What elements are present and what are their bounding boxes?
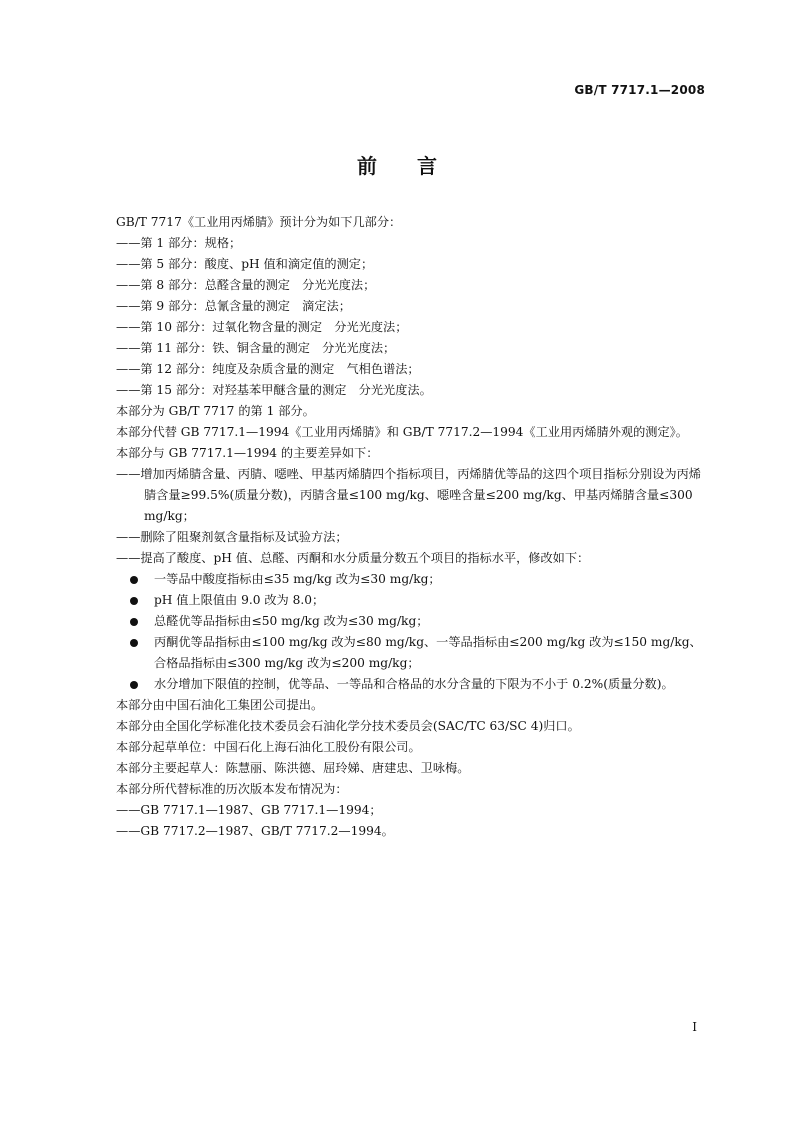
part-item: ——第 8 部分：总醛含量的测定 分光光度法； xyxy=(116,278,376,292)
bullet-dot-icon xyxy=(130,576,138,584)
part-item: ——第 15 部分：对羟基苯甲醚含量的测定 分光光度法。 xyxy=(116,383,432,397)
bullet-text: 总醛优等品指标由≤50 mg/kg 改为≤30 mg/kg； xyxy=(154,614,429,628)
bullet-dot-icon xyxy=(130,618,138,626)
intro-paragraph: GB/T 7717《工业用丙烯腈》预计分为如下几部分： xyxy=(116,215,402,229)
proposed-paragraph: 本部分由中国石油化工集团公司提出。 xyxy=(116,698,324,712)
drafting-unit-paragraph: 本部分起草单位：中国石化上海石油化工股份有限公司。 xyxy=(116,740,421,754)
part-item: ——第 12 部分：纯度及杂质含量的测定 气相色谱法； xyxy=(116,362,420,376)
history-item: ——GB 7717.2—1987、GB/T 7717.2—1994。 xyxy=(116,824,394,838)
replaces-paragraph: 本部分代替 GB 7717.1—1994《工业用丙烯腈》和 GB/T 7717.2—1994《工业用丙烯腈外观的测定》。 xyxy=(116,425,688,439)
bullet-item xyxy=(90,632,706,674)
bullet-dot-icon xyxy=(130,681,138,689)
bullet-text: pH 值上限值由 9.0 改为 8.0； xyxy=(154,593,325,607)
standard-code: GB/T 7717.1—2008 xyxy=(574,83,705,97)
history-intro: 本部分所代替标准的历次版本发布情况为： xyxy=(116,782,348,796)
page-number: I xyxy=(692,1020,697,1034)
part-item: ——第 9 部分：总氰含量的测定 滴定法； xyxy=(116,299,351,313)
differences-intro: 本部分与 GB 7717.1—1994 的主要差异如下： xyxy=(116,446,379,460)
foreword-body xyxy=(90,212,706,842)
bullet-text: 丙酮优等品指标由≤100 mg/kg 改为≤80 mg/kg、一等品指标由≤200 mg/kg 改为≤150 mg/kg、合格品指标由≤300 mg/kg 改为≤200 mg/kg； xyxy=(154,635,702,670)
bullet-item xyxy=(90,569,706,590)
part-item: ——第 1 部分：规格； xyxy=(116,236,242,250)
page-title: 前言 xyxy=(357,154,477,178)
bullet-item xyxy=(90,674,706,695)
bullet-dot-icon xyxy=(130,597,138,605)
bullet-text: 水分增加下限值的控制，优等品、一等品和合格品的水分含量的下限为不小于 0.2%(质量分数)。 xyxy=(154,677,674,691)
part-item: ——第 5 部分：酸度、pH 值和滴定值的测定； xyxy=(116,257,374,271)
difference-item: ——增加丙烯腈含量、丙腈、噁唑、甲基丙烯腈四个指标项目，丙烯腈优等品的这四个项目指标分别设为丙烯腈含量≥99.5%(质量分数)，丙腈含量≤100 mg/kg、噁唑含量≤200 mg/kg、甲基丙烯腈含量≤300 mg/kg； xyxy=(116,467,701,523)
part-of-paragraph: 本部分为 GB/T 7717 的第 1 部分。 xyxy=(116,404,315,418)
bullet-text: 一等品中酸度指标由≤35 mg/kg 改为≤30 mg/kg； xyxy=(154,572,441,586)
difference-item: ——提高了酸度、pH 值、总醛、丙酮和水分质量分数五个项目的指标水平，修改如下： xyxy=(116,551,590,565)
part-item: ——第 11 部分：铁、铜含量的测定 分光光度法； xyxy=(116,341,396,355)
centralized-paragraph: 本部分由全国化学标准化技术委员会石油化学分技术委员会(SAC/TC 63/SC 4)归口。 xyxy=(116,719,580,733)
bullet-item xyxy=(90,590,706,611)
drafters-paragraph: 本部分主要起草人：陈慧丽、陈洪德、屈玲娣、唐建忠、卫咏梅。 xyxy=(116,761,470,775)
bullet-item xyxy=(90,611,706,632)
difference-item: ——删除了阻聚剂氨含量指标及试验方法； xyxy=(116,530,348,544)
part-item: ——第 10 部分：过氧化物含量的测定 分光光度法； xyxy=(116,320,408,334)
history-item: ——GB 7717.1—1987、GB 7717.1—1994； xyxy=(116,803,382,817)
bullet-dot-icon xyxy=(130,639,138,647)
